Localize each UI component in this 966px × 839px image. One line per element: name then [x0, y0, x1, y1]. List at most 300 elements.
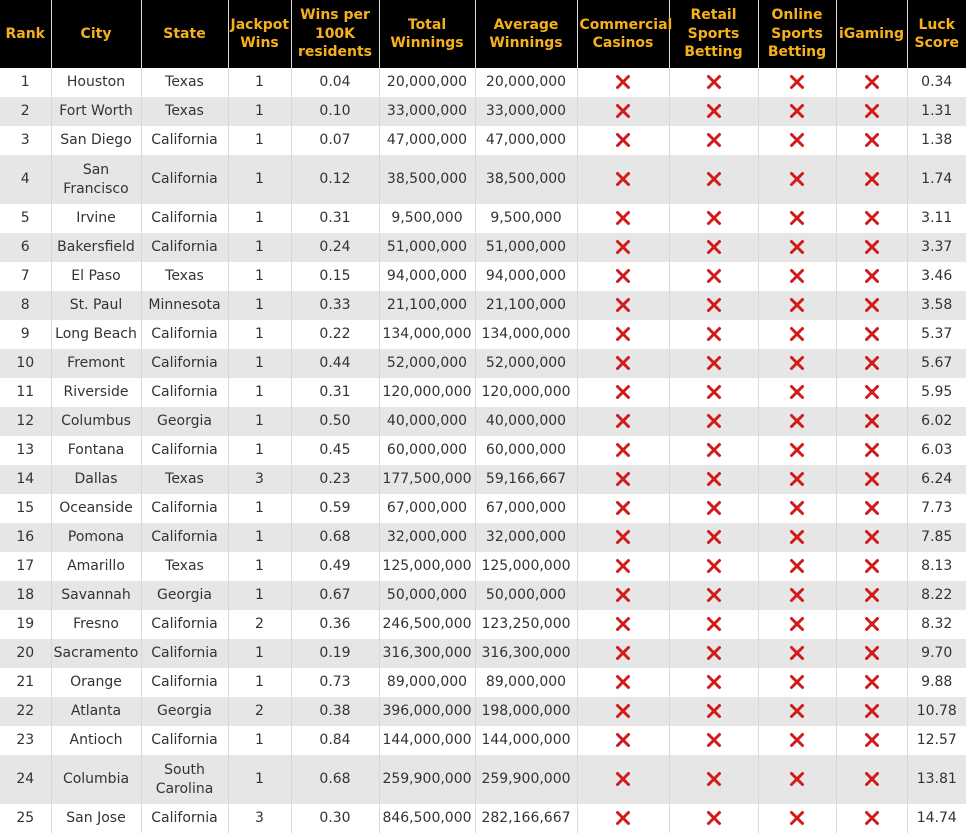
header-igaming: iGaming [836, 0, 907, 68]
cell-total-winnings: 47,000,000 [379, 126, 475, 155]
cell-total-winnings: 120,000,000 [379, 378, 475, 407]
cell-luck-score: 8.22 [907, 581, 966, 610]
red-x-icon [615, 171, 631, 187]
red-x-icon [615, 297, 631, 313]
cell-total-winnings: 259,900,000 [379, 755, 475, 804]
red-x-icon [789, 442, 805, 458]
red-x-icon [789, 810, 805, 826]
cell-average-winnings: 89,000,000 [475, 668, 577, 697]
cell-commercial-casinos [577, 436, 669, 465]
cell-commercial-casinos [577, 320, 669, 349]
red-x-icon [864, 703, 880, 719]
cell-retail-sports-betting [669, 155, 758, 204]
table-row [0, 320, 966, 349]
cell-commercial-casinos [577, 68, 669, 97]
cell-online-sports-betting [758, 610, 836, 639]
red-x-icon [706, 471, 722, 487]
red-x-icon [789, 616, 805, 632]
cell-igaming [836, 126, 907, 155]
cell-retail-sports-betting [669, 349, 758, 378]
cell-city: Houston [51, 68, 141, 97]
table-row [0, 494, 966, 523]
cell-retail-sports-betting [669, 262, 758, 291]
cell-online-sports-betting [758, 97, 836, 126]
cell-state: California [141, 726, 228, 755]
cell-wins-per-100k: 0.68 [291, 755, 379, 804]
cell-wins-per-100k: 0.12 [291, 155, 379, 204]
cell-retail-sports-betting [669, 755, 758, 804]
red-x-icon [706, 558, 722, 574]
cell-state: California [141, 494, 228, 523]
cell-jackpot-wins: 1 [228, 552, 291, 581]
cell-jackpot-wins: 1 [228, 291, 291, 320]
cell-commercial-casinos [577, 126, 669, 155]
red-x-icon [706, 132, 722, 148]
cell-city: Orange [51, 668, 141, 697]
cell-state: California [141, 204, 228, 233]
cell-luck-score: 0.34 [907, 68, 966, 97]
cell-average-winnings: 134,000,000 [475, 320, 577, 349]
cell-total-winnings: 52,000,000 [379, 349, 475, 378]
cell-online-sports-betting [758, 155, 836, 204]
table-row [0, 97, 966, 126]
cell-state: Texas [141, 465, 228, 494]
cell-igaming [836, 610, 907, 639]
cell-igaming [836, 233, 907, 262]
cell-retail-sports-betting [669, 233, 758, 262]
cell-total-winnings: 33,000,000 [379, 97, 475, 126]
cell-jackpot-wins: 1 [228, 436, 291, 465]
header-city: City [51, 0, 141, 68]
cell-rank: 7 [0, 262, 51, 291]
cell-total-winnings: 396,000,000 [379, 697, 475, 726]
cell-total-winnings: 60,000,000 [379, 436, 475, 465]
cell-jackpot-wins: 2 [228, 610, 291, 639]
table-row [0, 639, 966, 668]
cell-state: Texas [141, 97, 228, 126]
cell-retail-sports-betting [669, 407, 758, 436]
cell-luck-score: 5.95 [907, 378, 966, 407]
cell-rank: 19 [0, 610, 51, 639]
cell-average-winnings: 59,166,667 [475, 465, 577, 494]
cell-total-winnings: 40,000,000 [379, 407, 475, 436]
cell-wins-per-100k: 0.44 [291, 349, 379, 378]
cell-state: Georgia [141, 407, 228, 436]
red-x-icon [864, 558, 880, 574]
table-row [0, 726, 966, 755]
cell-average-winnings: 32,000,000 [475, 523, 577, 552]
cell-jackpot-wins: 1 [228, 349, 291, 378]
red-x-icon [789, 413, 805, 429]
cell-average-winnings: 120,000,000 [475, 378, 577, 407]
cell-total-winnings: 89,000,000 [379, 668, 475, 697]
red-x-icon [789, 732, 805, 748]
cell-rank: 23 [0, 726, 51, 755]
cell-state: Georgia [141, 581, 228, 610]
cell-jackpot-wins: 1 [228, 668, 291, 697]
header-jackpot-wins: Jackpot Wins [228, 0, 291, 68]
cell-luck-score: 13.81 [907, 755, 966, 804]
cell-retail-sports-betting [669, 97, 758, 126]
cell-wins-per-100k: 0.38 [291, 697, 379, 726]
cell-igaming [836, 668, 907, 697]
cell-average-winnings: 316,300,000 [475, 639, 577, 668]
header-wins-per-100k: Wins per 100K residents [291, 0, 379, 68]
cell-retail-sports-betting [669, 126, 758, 155]
cell-total-winnings: 38,500,000 [379, 155, 475, 204]
cell-igaming [836, 320, 907, 349]
cell-jackpot-wins: 1 [228, 204, 291, 233]
cell-luck-score: 1.74 [907, 155, 966, 204]
cell-luck-score: 6.24 [907, 465, 966, 494]
cell-commercial-casinos [577, 668, 669, 697]
red-x-icon [706, 587, 722, 603]
table-row [0, 155, 966, 204]
cell-retail-sports-betting [669, 378, 758, 407]
cell-wins-per-100k: 0.19 [291, 639, 379, 668]
cell-jackpot-wins: 2 [228, 697, 291, 726]
cell-wins-per-100k: 0.36 [291, 610, 379, 639]
red-x-icon [615, 810, 631, 826]
cell-rank: 10 [0, 349, 51, 378]
table-row [0, 68, 966, 97]
cell-wins-per-100k: 0.07 [291, 126, 379, 155]
cell-luck-score: 1.38 [907, 126, 966, 155]
cell-igaming [836, 97, 907, 126]
cell-jackpot-wins: 1 [228, 320, 291, 349]
cell-jackpot-wins: 1 [228, 726, 291, 755]
cell-city: Amarillo [51, 552, 141, 581]
red-x-icon [789, 268, 805, 284]
cell-rank: 4 [0, 155, 51, 204]
cell-jackpot-wins: 3 [228, 804, 291, 833]
cell-rank: 17 [0, 552, 51, 581]
red-x-icon [706, 810, 722, 826]
cell-luck-score: 3.46 [907, 262, 966, 291]
red-x-icon [706, 210, 722, 226]
header-commercial-casinos: Commercial Casinos [577, 0, 669, 68]
cell-igaming [836, 494, 907, 523]
cell-wins-per-100k: 0.31 [291, 378, 379, 407]
red-x-icon [789, 529, 805, 545]
cell-city: El Paso [51, 262, 141, 291]
cell-commercial-casinos [577, 349, 669, 378]
cell-rank: 20 [0, 639, 51, 668]
table-row [0, 378, 966, 407]
red-x-icon [864, 500, 880, 516]
cell-luck-score: 9.70 [907, 639, 966, 668]
cell-city: St. Paul [51, 291, 141, 320]
cell-commercial-casinos [577, 465, 669, 494]
red-x-icon [615, 239, 631, 255]
cell-online-sports-betting [758, 494, 836, 523]
cell-city: San Jose [51, 804, 141, 833]
red-x-icon [706, 529, 722, 545]
table-row [0, 262, 966, 291]
cell-city: Oceanside [51, 494, 141, 523]
cell-rank: 22 [0, 697, 51, 726]
cell-online-sports-betting [758, 436, 836, 465]
cell-city: Pomona [51, 523, 141, 552]
cell-online-sports-betting [758, 755, 836, 804]
cell-city: Bakersfield [51, 233, 141, 262]
cell-state: California [141, 668, 228, 697]
cell-online-sports-betting [758, 697, 836, 726]
red-x-icon [615, 529, 631, 545]
red-x-icon [706, 413, 722, 429]
cell-luck-score: 6.03 [907, 436, 966, 465]
cell-wins-per-100k: 0.24 [291, 233, 379, 262]
cell-wins-per-100k: 0.31 [291, 204, 379, 233]
cell-retail-sports-betting [669, 552, 758, 581]
red-x-icon [864, 587, 880, 603]
cell-average-winnings: 21,100,000 [475, 291, 577, 320]
cell-online-sports-betting [758, 233, 836, 262]
cell-state: Minnesota [141, 291, 228, 320]
cell-igaming [836, 552, 907, 581]
cell-online-sports-betting [758, 349, 836, 378]
red-x-icon [706, 616, 722, 632]
cell-rank: 24 [0, 755, 51, 804]
cell-online-sports-betting [758, 668, 836, 697]
cell-state: Georgia [141, 697, 228, 726]
red-x-icon [615, 326, 631, 342]
cell-rank: 6 [0, 233, 51, 262]
cell-wins-per-100k: 0.22 [291, 320, 379, 349]
table-row [0, 755, 966, 804]
cell-commercial-casinos [577, 581, 669, 610]
red-x-icon [864, 471, 880, 487]
cell-luck-score: 7.73 [907, 494, 966, 523]
cell-retail-sports-betting [669, 494, 758, 523]
cell-total-winnings: 125,000,000 [379, 552, 475, 581]
red-x-icon [615, 703, 631, 719]
red-x-icon [706, 500, 722, 516]
cell-total-winnings: 21,100,000 [379, 291, 475, 320]
red-x-icon [789, 558, 805, 574]
cell-jackpot-wins: 1 [228, 639, 291, 668]
cell-luck-score: 9.88 [907, 668, 966, 697]
cell-commercial-casinos [577, 291, 669, 320]
cell-rank: 11 [0, 378, 51, 407]
cell-retail-sports-betting [669, 320, 758, 349]
red-x-icon [789, 210, 805, 226]
cell-jackpot-wins: 1 [228, 378, 291, 407]
red-x-icon [864, 210, 880, 226]
cell-online-sports-betting [758, 126, 836, 155]
cell-total-winnings: 246,500,000 [379, 610, 475, 639]
cell-wins-per-100k: 0.84 [291, 726, 379, 755]
cell-commercial-casinos [577, 610, 669, 639]
red-x-icon [789, 74, 805, 90]
red-x-icon [864, 442, 880, 458]
red-x-icon [706, 103, 722, 119]
table-row [0, 610, 966, 639]
cell-jackpot-wins: 1 [228, 233, 291, 262]
cell-average-winnings: 33,000,000 [475, 97, 577, 126]
cell-state: California [141, 436, 228, 465]
cell-city: Dallas [51, 465, 141, 494]
cell-commercial-casinos [577, 552, 669, 581]
red-x-icon [789, 587, 805, 603]
cell-total-winnings: 177,500,000 [379, 465, 475, 494]
cell-commercial-casinos [577, 233, 669, 262]
red-x-icon [615, 74, 631, 90]
cell-commercial-casinos [577, 155, 669, 204]
red-x-icon [615, 500, 631, 516]
cell-luck-score: 3.58 [907, 291, 966, 320]
red-x-icon [615, 268, 631, 284]
cell-average-winnings: 20,000,000 [475, 68, 577, 97]
cell-total-winnings: 67,000,000 [379, 494, 475, 523]
header-row [0, 0, 966, 68]
cell-rank: 25 [0, 804, 51, 833]
cell-online-sports-betting [758, 204, 836, 233]
table-row [0, 436, 966, 465]
red-x-icon [864, 732, 880, 748]
cell-city: Fremont [51, 349, 141, 378]
cell-igaming [836, 155, 907, 204]
cell-wins-per-100k: 0.30 [291, 804, 379, 833]
cell-online-sports-betting [758, 581, 836, 610]
cell-rank: 13 [0, 436, 51, 465]
cell-luck-score: 12.57 [907, 726, 966, 755]
red-x-icon [789, 384, 805, 400]
cell-average-winnings: 144,000,000 [475, 726, 577, 755]
red-x-icon [615, 384, 631, 400]
red-x-icon [706, 732, 722, 748]
cell-rank: 12 [0, 407, 51, 436]
red-x-icon [789, 703, 805, 719]
cell-city: San Francisco [51, 155, 141, 204]
cell-average-winnings: 60,000,000 [475, 436, 577, 465]
cell-retail-sports-betting [669, 291, 758, 320]
cell-state: California [141, 610, 228, 639]
table-row [0, 349, 966, 378]
cell-state: California [141, 523, 228, 552]
cell-retail-sports-betting [669, 465, 758, 494]
cell-igaming [836, 204, 907, 233]
cell-retail-sports-betting [669, 804, 758, 833]
table-row [0, 465, 966, 494]
cell-luck-score: 5.37 [907, 320, 966, 349]
cell-rank: 18 [0, 581, 51, 610]
red-x-icon [615, 413, 631, 429]
header-total-winnings: Total Winnings [379, 0, 475, 68]
cell-city: Fort Worth [51, 97, 141, 126]
cell-online-sports-betting [758, 378, 836, 407]
red-x-icon [864, 674, 880, 690]
cell-commercial-casinos [577, 639, 669, 668]
cell-commercial-casinos [577, 697, 669, 726]
cell-wins-per-100k: 0.67 [291, 581, 379, 610]
cell-city: Fresno [51, 610, 141, 639]
cell-igaming [836, 262, 907, 291]
cell-state: Texas [141, 68, 228, 97]
cell-state: South Carolina [141, 755, 228, 804]
cell-luck-score: 7.85 [907, 523, 966, 552]
cell-state: California [141, 378, 228, 407]
red-x-icon [789, 297, 805, 313]
cell-commercial-casinos [577, 262, 669, 291]
cell-average-winnings: 40,000,000 [475, 407, 577, 436]
cell-igaming [836, 581, 907, 610]
cell-average-winnings: 47,000,000 [475, 126, 577, 155]
red-x-icon [615, 132, 631, 148]
cell-total-winnings: 144,000,000 [379, 726, 475, 755]
cell-retail-sports-betting [669, 697, 758, 726]
cell-igaming [836, 523, 907, 552]
cell-wins-per-100k: 0.10 [291, 97, 379, 126]
cell-jackpot-wins: 1 [228, 97, 291, 126]
cell-luck-score: 8.13 [907, 552, 966, 581]
cell-jackpot-wins: 1 [228, 581, 291, 610]
red-x-icon [864, 355, 880, 371]
cell-average-winnings: 198,000,000 [475, 697, 577, 726]
table-row [0, 407, 966, 436]
red-x-icon [615, 732, 631, 748]
cell-wins-per-100k: 0.49 [291, 552, 379, 581]
cell-city: Fontana [51, 436, 141, 465]
cell-igaming [836, 639, 907, 668]
cell-state: Texas [141, 262, 228, 291]
cell-state: Texas [141, 552, 228, 581]
cell-rank: 21 [0, 668, 51, 697]
red-x-icon [706, 384, 722, 400]
cell-online-sports-betting [758, 262, 836, 291]
cell-online-sports-betting [758, 407, 836, 436]
header-rank: Rank [0, 0, 51, 68]
red-x-icon [864, 103, 880, 119]
cell-wins-per-100k: 0.33 [291, 291, 379, 320]
cell-average-winnings: 125,000,000 [475, 552, 577, 581]
cell-rank: 9 [0, 320, 51, 349]
cell-retail-sports-betting [669, 726, 758, 755]
cell-online-sports-betting [758, 320, 836, 349]
cell-online-sports-betting [758, 639, 836, 668]
cell-rank: 16 [0, 523, 51, 552]
cell-total-winnings: 94,000,000 [379, 262, 475, 291]
red-x-icon [615, 103, 631, 119]
cell-state: California [141, 233, 228, 262]
cell-rank: 8 [0, 291, 51, 320]
red-x-icon [615, 210, 631, 226]
red-x-icon [864, 529, 880, 545]
header-state: State [141, 0, 228, 68]
cell-online-sports-betting [758, 726, 836, 755]
cell-state: California [141, 320, 228, 349]
cell-wins-per-100k: 0.23 [291, 465, 379, 494]
cell-total-winnings: 316,300,000 [379, 639, 475, 668]
red-x-icon [706, 355, 722, 371]
cell-retail-sports-betting [669, 436, 758, 465]
red-x-icon [789, 326, 805, 342]
red-x-icon [864, 616, 880, 632]
cell-commercial-casinos [577, 755, 669, 804]
cell-average-winnings: 282,166,667 [475, 804, 577, 833]
table-row [0, 291, 966, 320]
header-online-sports-betting: Online Sports Betting [758, 0, 836, 68]
cell-commercial-casinos [577, 726, 669, 755]
table-row [0, 668, 966, 697]
table-row [0, 233, 966, 262]
cell-jackpot-wins: 1 [228, 755, 291, 804]
cell-total-winnings: 32,000,000 [379, 523, 475, 552]
cell-igaming [836, 407, 907, 436]
red-x-icon [789, 239, 805, 255]
cell-state: California [141, 155, 228, 204]
cell-average-winnings: 259,900,000 [475, 755, 577, 804]
